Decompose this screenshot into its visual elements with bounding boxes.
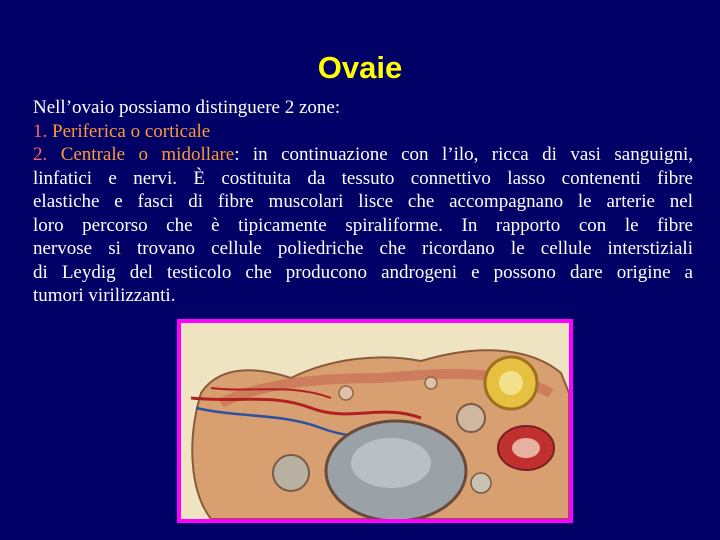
intro-line bbox=[33, 96, 693, 120]
slide-title: Ovaie bbox=[317, 50, 403, 85]
intro-text: Nell’ovaio possiamo distinguere 2 zone: bbox=[33, 97, 341, 118]
item-1-text: Periferica o corticale bbox=[52, 120, 211, 142]
item-2-line-1: : in continuazione con l’ilo, ricca di vasi sanguigni, bbox=[234, 144, 693, 165]
item-2-line-4: loro percorso che è tipicamente spiraliforme. In rapporto con le fibre bbox=[33, 214, 693, 236]
ovary-illustration bbox=[181, 323, 569, 519]
item-2-line-7: tumori virilizzanti. bbox=[33, 285, 176, 306]
item-1-number: 1. bbox=[33, 120, 48, 142]
item-2-number: 2. bbox=[33, 144, 48, 165]
ovary-illustration-frame bbox=[177, 319, 573, 523]
list-item-2 bbox=[33, 143, 693, 167]
slide-body bbox=[33, 96, 693, 308]
item-2-line-5: nervose si trovano cellule poliedriche che ricordano le cellule interstiziali bbox=[33, 238, 693, 259]
item-2-term: Centrale o midollare bbox=[60, 144, 235, 165]
item-2-line-6: di Leydig del testicolo che producono androgeni e possono dare origine a bbox=[33, 261, 693, 283]
list-item-1 bbox=[33, 120, 693, 144]
item-2-line-3: elastiche e fasci di fibre muscolari lisce che accompagnano le arterie nel bbox=[33, 191, 693, 212]
item-2-line-2: linfatici e nervi. È costituita da tessuto connettivo lasso contenenti fibre bbox=[33, 167, 693, 189]
